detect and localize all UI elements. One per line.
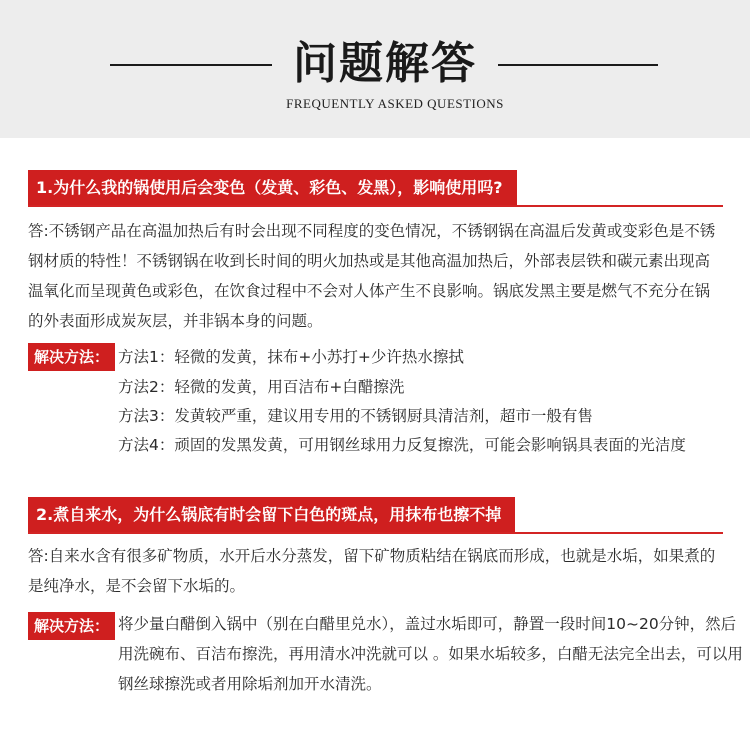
method-2: 方法2：轻微的发黄，用百洁布+白醋擦洗	[118, 378, 405, 396]
solution-2-label: 解决方法：	[28, 612, 115, 640]
header-divider-left	[110, 64, 272, 66]
method-4: 方法4：顽固的发黑发黄，可用钢丝球用力反复擦洗，可能会影响锅具表面的光洁度	[118, 436, 686, 454]
method-1: 方法1：轻微的发黄，抹布+小苏打+少许热水擦拭	[118, 348, 464, 366]
method-3: 方法3：发黄较严重，建议用专用的不锈钢厨具清洁剂，超市一般有售	[118, 407, 593, 425]
faq-header	[0, 0, 750, 138]
question-2-bar	[28, 497, 515, 533]
solution-1-label: 解决方法：	[28, 343, 115, 371]
solution-2-text: 将少量白醋倒入锅中（别在白醋里兑水），盖过水垢即可，静置一段时间10~20分钟，然后用洗碗布、百洁布擦洗，再用清水冲洗就可以 。如果水垢较多，白醋无法完全出去，可以用钢丝球擦洗或者用除垢剂加开水清洗。	[118, 615, 743, 693]
page-subtitle: FREQUENTLY ASKED QUESTIONS	[286, 96, 504, 111]
question-2-underline	[28, 532, 723, 534]
answer-1: 答:不锈钢产品在高温加热后有时会出现不同程度的变色情况，不锈钢锅在高温后发黄或变彩色是不锈钢材质的特性！不锈钢锅在收到长时间的明火加热或是其他高温加热后，外部表层铁和碳元素出现高温氧化而呈现黄色或彩色，在饮食过程中不会对人体产生不良影响。锅底发黑主要是燃气不充分在锅的外表面形成炭灰层，并非锅本身的问题。	[28, 222, 716, 330]
header-divider-right	[498, 64, 658, 66]
answer-2: 答:自来水含有很多矿物质，水开后水分蒸发，留下矿物质粘结在锅底而形成，也就是水垢，如果煮的是纯净水，是不会留下水垢的。	[28, 547, 716, 595]
question-2-title: 2.煮自来水，为什么锅底有时会留下白色的斑点，用抹布也擦不掉	[28, 497, 515, 533]
question-1-underline	[28, 205, 723, 207]
question-1-bar	[28, 170, 517, 206]
page-title: 问题解答	[293, 38, 477, 89]
question-1-title: 1.为什么我的锅使用后会变色（发黄、彩色、发黑），影响使用吗?	[28, 170, 517, 206]
